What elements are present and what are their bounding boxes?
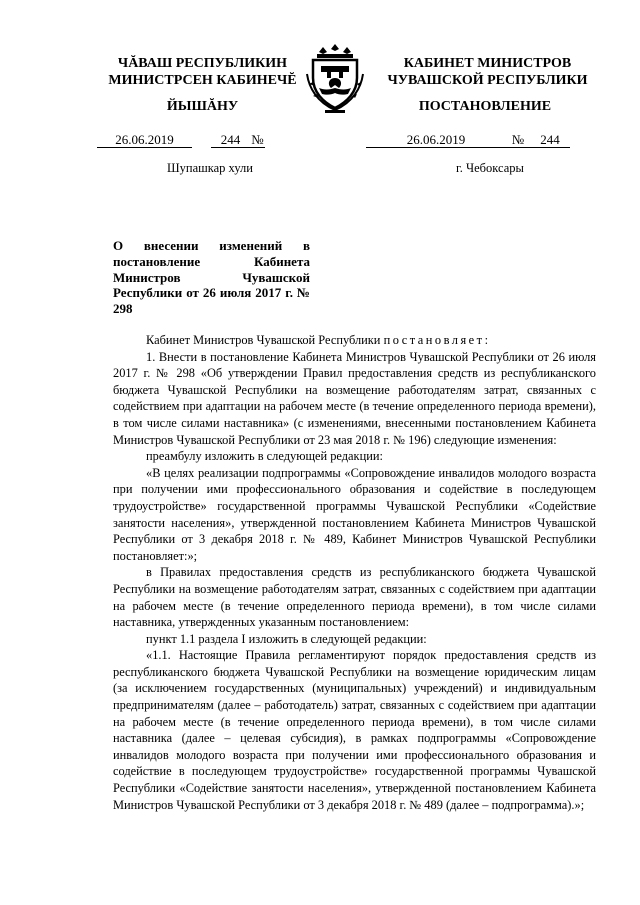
document-body [113, 332, 596, 813]
paragraph-5: пункт 1.1 раздела I изложить в следующей редакции: [146, 631, 427, 646]
right-place: г. Чебоксары [456, 161, 524, 175]
left-number: 244 [211, 132, 251, 148]
right-org-line1: КАБИНЕТ МИНИСТРОВ [403, 56, 572, 71]
left-org-line2: МИНИСТРСЕН КАБИНЕЧĔ [108, 73, 297, 88]
left-number-sign: № [251, 132, 264, 147]
right-date: 26.06.2019 [366, 132, 506, 148]
right-org-line2: ЧУВАШСКОЙ РЕСПУБЛИКИ [387, 73, 588, 88]
paragraph-3: «В целях реализации подпрограммы «Сопровождение инвалидов молодого возраста при получении ими профессионального образования и содействие в последующем трудоустройстве» государственной программы Чувашской Республики «Содействие занятости населения», утвержденной постановлением Кабинета Министров Чувашской Республики от 3 декабря 2018 г. № 489, Кабинет Министров Чувашской Республики постановляет:»; [113, 465, 596, 563]
left-org-line1: ЧĂВАШ РЕСПУБЛИКИН [117, 56, 288, 71]
left-date: 26.06.2019 [97, 132, 192, 148]
right-doc-type: ПОСТАНОВЛЕНИЕ [418, 99, 552, 114]
right-number-sign: № [506, 132, 530, 148]
left-place: Шупашкар хули [167, 161, 253, 175]
paragraph-4: в Правилах предоставления средств из республиканского бюджета Чувашской Республики на возмещение работодателям затрат, связанных с содействием при адаптации на рабочем месте (в течение определенного периода времени), в том числе силами наставника, утвержденных указанным постановлением: [113, 565, 596, 630]
right-date-line [366, 132, 596, 148]
right-org-name [355, 55, 620, 89]
paragraph-1: 1. Внести в постановление Кабинета Министров Чувашской Республики от 26 июля 2017 г. № 298 «Об утверждении Правил предоставления средств из республиканского бюджета Чувашской Республики на возмещение работодателям затрат, связанных с содействием при адаптации на рабочем месте (в течение определенного периода времени), в том числе силами наставника» (с изменениями, внесенными постановлением Кабинета Министров Чувашской Республики от 23 мая 2018 г. № 196) следующие изменения: [113, 349, 596, 447]
left-date-line [97, 132, 317, 148]
left-org-name [60, 55, 345, 89]
intro-prefix: Кабинет Министров Чувашской Республики [146, 333, 381, 347]
paragraph-6: «1.1. Настоящие Правила регламентируют порядок предоставления средств из республиканского бюджета Чувашской Республики на возмещение юридическим лицам (за исключением государственных (муниципальных) учреждений) и индивидуальным предпринимателям (далее – работодатель) затрат, связанных с содействием при адаптации на рабочем месте (в течение определенного периода времени), в том числе силами наставника (далее – целевая субсидия), в рамках подпрограммы «Сопровождение инвалидов молодого возраста при получении ими профессионального образования и содействие в последующем трудоустройстве» государственной программы Чувашской Республики «Содействие занятости населения», утвержденной постановлением Кабинета Министров Чувашской Республики от 3 декабря 2018 г. № 489 (далее – подпрограмма).»; [113, 648, 596, 812]
intro-paragraph [113, 332, 596, 349]
paragraph-2: преамбулу изложить в следующей редакции: [146, 449, 383, 464]
intro-spaced: постановляет: [383, 333, 491, 347]
left-doc-type: ЙЫШĂНУ [166, 99, 239, 114]
right-number: 244 [530, 132, 570, 148]
document-subject: О внесении изменений в постановление Кабинета Министров Чувашской Республики от 26 июля 2017 г. № 298 [113, 238, 310, 317]
